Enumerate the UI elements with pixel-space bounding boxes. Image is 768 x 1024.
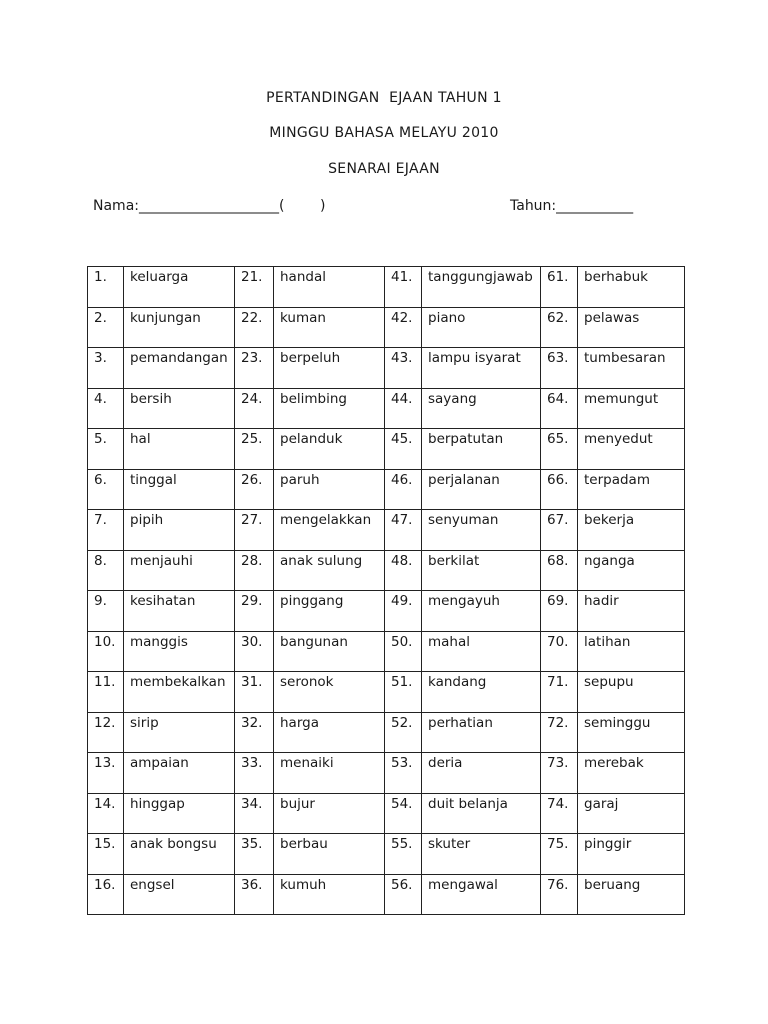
table-row	[88, 874, 685, 915]
table-row	[88, 834, 685, 875]
item-number: 13.	[88, 753, 124, 794]
spelling-word: anak sulung	[274, 550, 385, 591]
year-field-line: Tahun:___________	[510, 198, 634, 214]
spelling-word: menjauhi	[124, 550, 235, 591]
name-field-line: Nama:____________________( )	[93, 198, 326, 214]
spelling-word: bersih	[124, 388, 235, 429]
spelling-word: senyuman	[422, 510, 541, 551]
spelling-word: tinggal	[124, 469, 235, 510]
item-number: 12.	[88, 712, 124, 753]
item-number: 16.	[88, 874, 124, 915]
item-number: 50.	[385, 631, 422, 672]
document-title: PERTANDINGAN EJAAN TAHUN 1	[266, 90, 502, 106]
table-row	[88, 267, 685, 308]
item-number: 43.	[385, 348, 422, 389]
item-number: 46.	[385, 469, 422, 510]
item-number: 69.	[541, 591, 578, 632]
spelling-word: paruh	[274, 469, 385, 510]
spelling-word: keluarga	[124, 267, 235, 308]
item-number: 3.	[88, 348, 124, 389]
item-number: 53.	[385, 753, 422, 794]
item-number: 5.	[88, 429, 124, 470]
item-number: 31.	[235, 672, 274, 713]
item-number: 32.	[235, 712, 274, 753]
item-number: 55.	[385, 834, 422, 875]
item-number: 21.	[235, 267, 274, 308]
spelling-word: harga	[274, 712, 385, 753]
spelling-word: manggis	[124, 631, 235, 672]
spelling-word: tumbesaran	[578, 348, 685, 389]
spelling-word: ampaian	[124, 753, 235, 794]
table-row	[88, 631, 685, 672]
document-subtitle: MINGGU BAHASA MELAYU 2010	[269, 125, 499, 141]
item-number: 70.	[541, 631, 578, 672]
item-number: 44.	[385, 388, 422, 429]
table-row	[88, 591, 685, 632]
spelling-word: mengawal	[422, 874, 541, 915]
spelling-word: pipih	[124, 510, 235, 551]
item-number: 7.	[88, 510, 124, 551]
spelling-word: pelanduk	[274, 429, 385, 470]
spelling-word: menyedut	[578, 429, 685, 470]
item-number: 45.	[385, 429, 422, 470]
spelling-word: terpadam	[578, 469, 685, 510]
item-number: 29.	[235, 591, 274, 632]
list-heading: SENARAI EJAAN	[328, 161, 440, 177]
item-number: 41.	[385, 267, 422, 308]
item-number: 28.	[235, 550, 274, 591]
item-number: 64.	[541, 388, 578, 429]
spelling-word: pemandangan	[124, 348, 235, 389]
table-row	[88, 510, 685, 551]
item-number: 23.	[235, 348, 274, 389]
spelling-word: latihan	[578, 631, 685, 672]
spelling-word: beruang	[578, 874, 685, 915]
item-number: 4.	[88, 388, 124, 429]
item-number: 24.	[235, 388, 274, 429]
item-number: 14.	[88, 793, 124, 834]
item-number: 63.	[541, 348, 578, 389]
item-number: 56.	[385, 874, 422, 915]
item-number: 42.	[385, 307, 422, 348]
spelling-word: hal	[124, 429, 235, 470]
item-number: 25.	[235, 429, 274, 470]
spelling-word: deria	[422, 753, 541, 794]
spelling-word: engsel	[124, 874, 235, 915]
spelling-word: skuter	[422, 834, 541, 875]
spelling-word: membekalkan	[124, 672, 235, 713]
spelling-word: kandang	[422, 672, 541, 713]
item-number: 11.	[88, 672, 124, 713]
spelling-word: sepupu	[578, 672, 685, 713]
spelling-word: berpatutan	[422, 429, 541, 470]
spelling-word: handal	[274, 267, 385, 308]
spelling-word: bangunan	[274, 631, 385, 672]
spelling-word: seronok	[274, 672, 385, 713]
item-number: 15.	[88, 834, 124, 875]
item-number: 54.	[385, 793, 422, 834]
spelling-word: merebak	[578, 753, 685, 794]
item-number: 73.	[541, 753, 578, 794]
spelling-word: duit belanja	[422, 793, 541, 834]
spelling-word: berkilat	[422, 550, 541, 591]
spelling-word: pelawas	[578, 307, 685, 348]
spelling-word: berhabuk	[578, 267, 685, 308]
spelling-table-body	[88, 267, 685, 915]
spelling-word: memungut	[578, 388, 685, 429]
table-row	[88, 469, 685, 510]
spelling-word: bekerja	[578, 510, 685, 551]
spelling-word: sirip	[124, 712, 235, 753]
spelling-word: kesihatan	[124, 591, 235, 632]
item-number: 9.	[88, 591, 124, 632]
item-number: 35.	[235, 834, 274, 875]
item-number: 52.	[385, 712, 422, 753]
item-number: 66.	[541, 469, 578, 510]
spelling-word: piano	[422, 307, 541, 348]
item-number: 2.	[88, 307, 124, 348]
item-number: 71.	[541, 672, 578, 713]
item-number: 62.	[541, 307, 578, 348]
item-number: 33.	[235, 753, 274, 794]
spelling-word: mengelakkan	[274, 510, 385, 551]
item-number: 75.	[541, 834, 578, 875]
spelling-word: menaiki	[274, 753, 385, 794]
spelling-word: hadir	[578, 591, 685, 632]
item-number: 27.	[235, 510, 274, 551]
spelling-word: mahal	[422, 631, 541, 672]
spelling-word: kunjungan	[124, 307, 235, 348]
table-row	[88, 753, 685, 794]
spelling-word: kuman	[274, 307, 385, 348]
item-number: 30.	[235, 631, 274, 672]
item-number: 1.	[88, 267, 124, 308]
item-number: 68.	[541, 550, 578, 591]
item-number: 61.	[541, 267, 578, 308]
item-number: 8.	[88, 550, 124, 591]
table-row	[88, 429, 685, 470]
item-number: 22.	[235, 307, 274, 348]
spelling-word: anak bongsu	[124, 834, 235, 875]
item-number: 36.	[235, 874, 274, 915]
item-number: 48.	[385, 550, 422, 591]
spelling-word: bujur	[274, 793, 385, 834]
spelling-word: lampu isyarat	[422, 348, 541, 389]
spelling-word: nganga	[578, 550, 685, 591]
spelling-word: kumuh	[274, 874, 385, 915]
table-row	[88, 388, 685, 429]
spelling-word: berpeluh	[274, 348, 385, 389]
item-number: 76.	[541, 874, 578, 915]
item-number: 6.	[88, 469, 124, 510]
spelling-word: tanggungjawab	[422, 267, 541, 308]
item-number: 34.	[235, 793, 274, 834]
spelling-word: perhatian	[422, 712, 541, 753]
spelling-word: mengayuh	[422, 591, 541, 632]
table-row	[88, 348, 685, 389]
item-number: 47.	[385, 510, 422, 551]
item-number: 74.	[541, 793, 578, 834]
table-row	[88, 712, 685, 753]
spelling-word: perjalanan	[422, 469, 541, 510]
table-row	[88, 550, 685, 591]
item-number: 26.	[235, 469, 274, 510]
spelling-word: pinggir	[578, 834, 685, 875]
spelling-word: garaj	[578, 793, 685, 834]
item-number: 67.	[541, 510, 578, 551]
item-number: 65.	[541, 429, 578, 470]
spelling-word: seminggu	[578, 712, 685, 753]
spelling-word: pinggang	[274, 591, 385, 632]
table-row	[88, 307, 685, 348]
spelling-word: belimbing	[274, 388, 385, 429]
table-row	[88, 793, 685, 834]
item-number: 10.	[88, 631, 124, 672]
spelling-word: sayang	[422, 388, 541, 429]
spelling-word: berbau	[274, 834, 385, 875]
item-number: 72.	[541, 712, 578, 753]
table-row	[88, 672, 685, 713]
item-number: 49.	[385, 591, 422, 632]
spelling-word: hinggap	[124, 793, 235, 834]
item-number: 51.	[385, 672, 422, 713]
spelling-word-table	[87, 266, 685, 915]
